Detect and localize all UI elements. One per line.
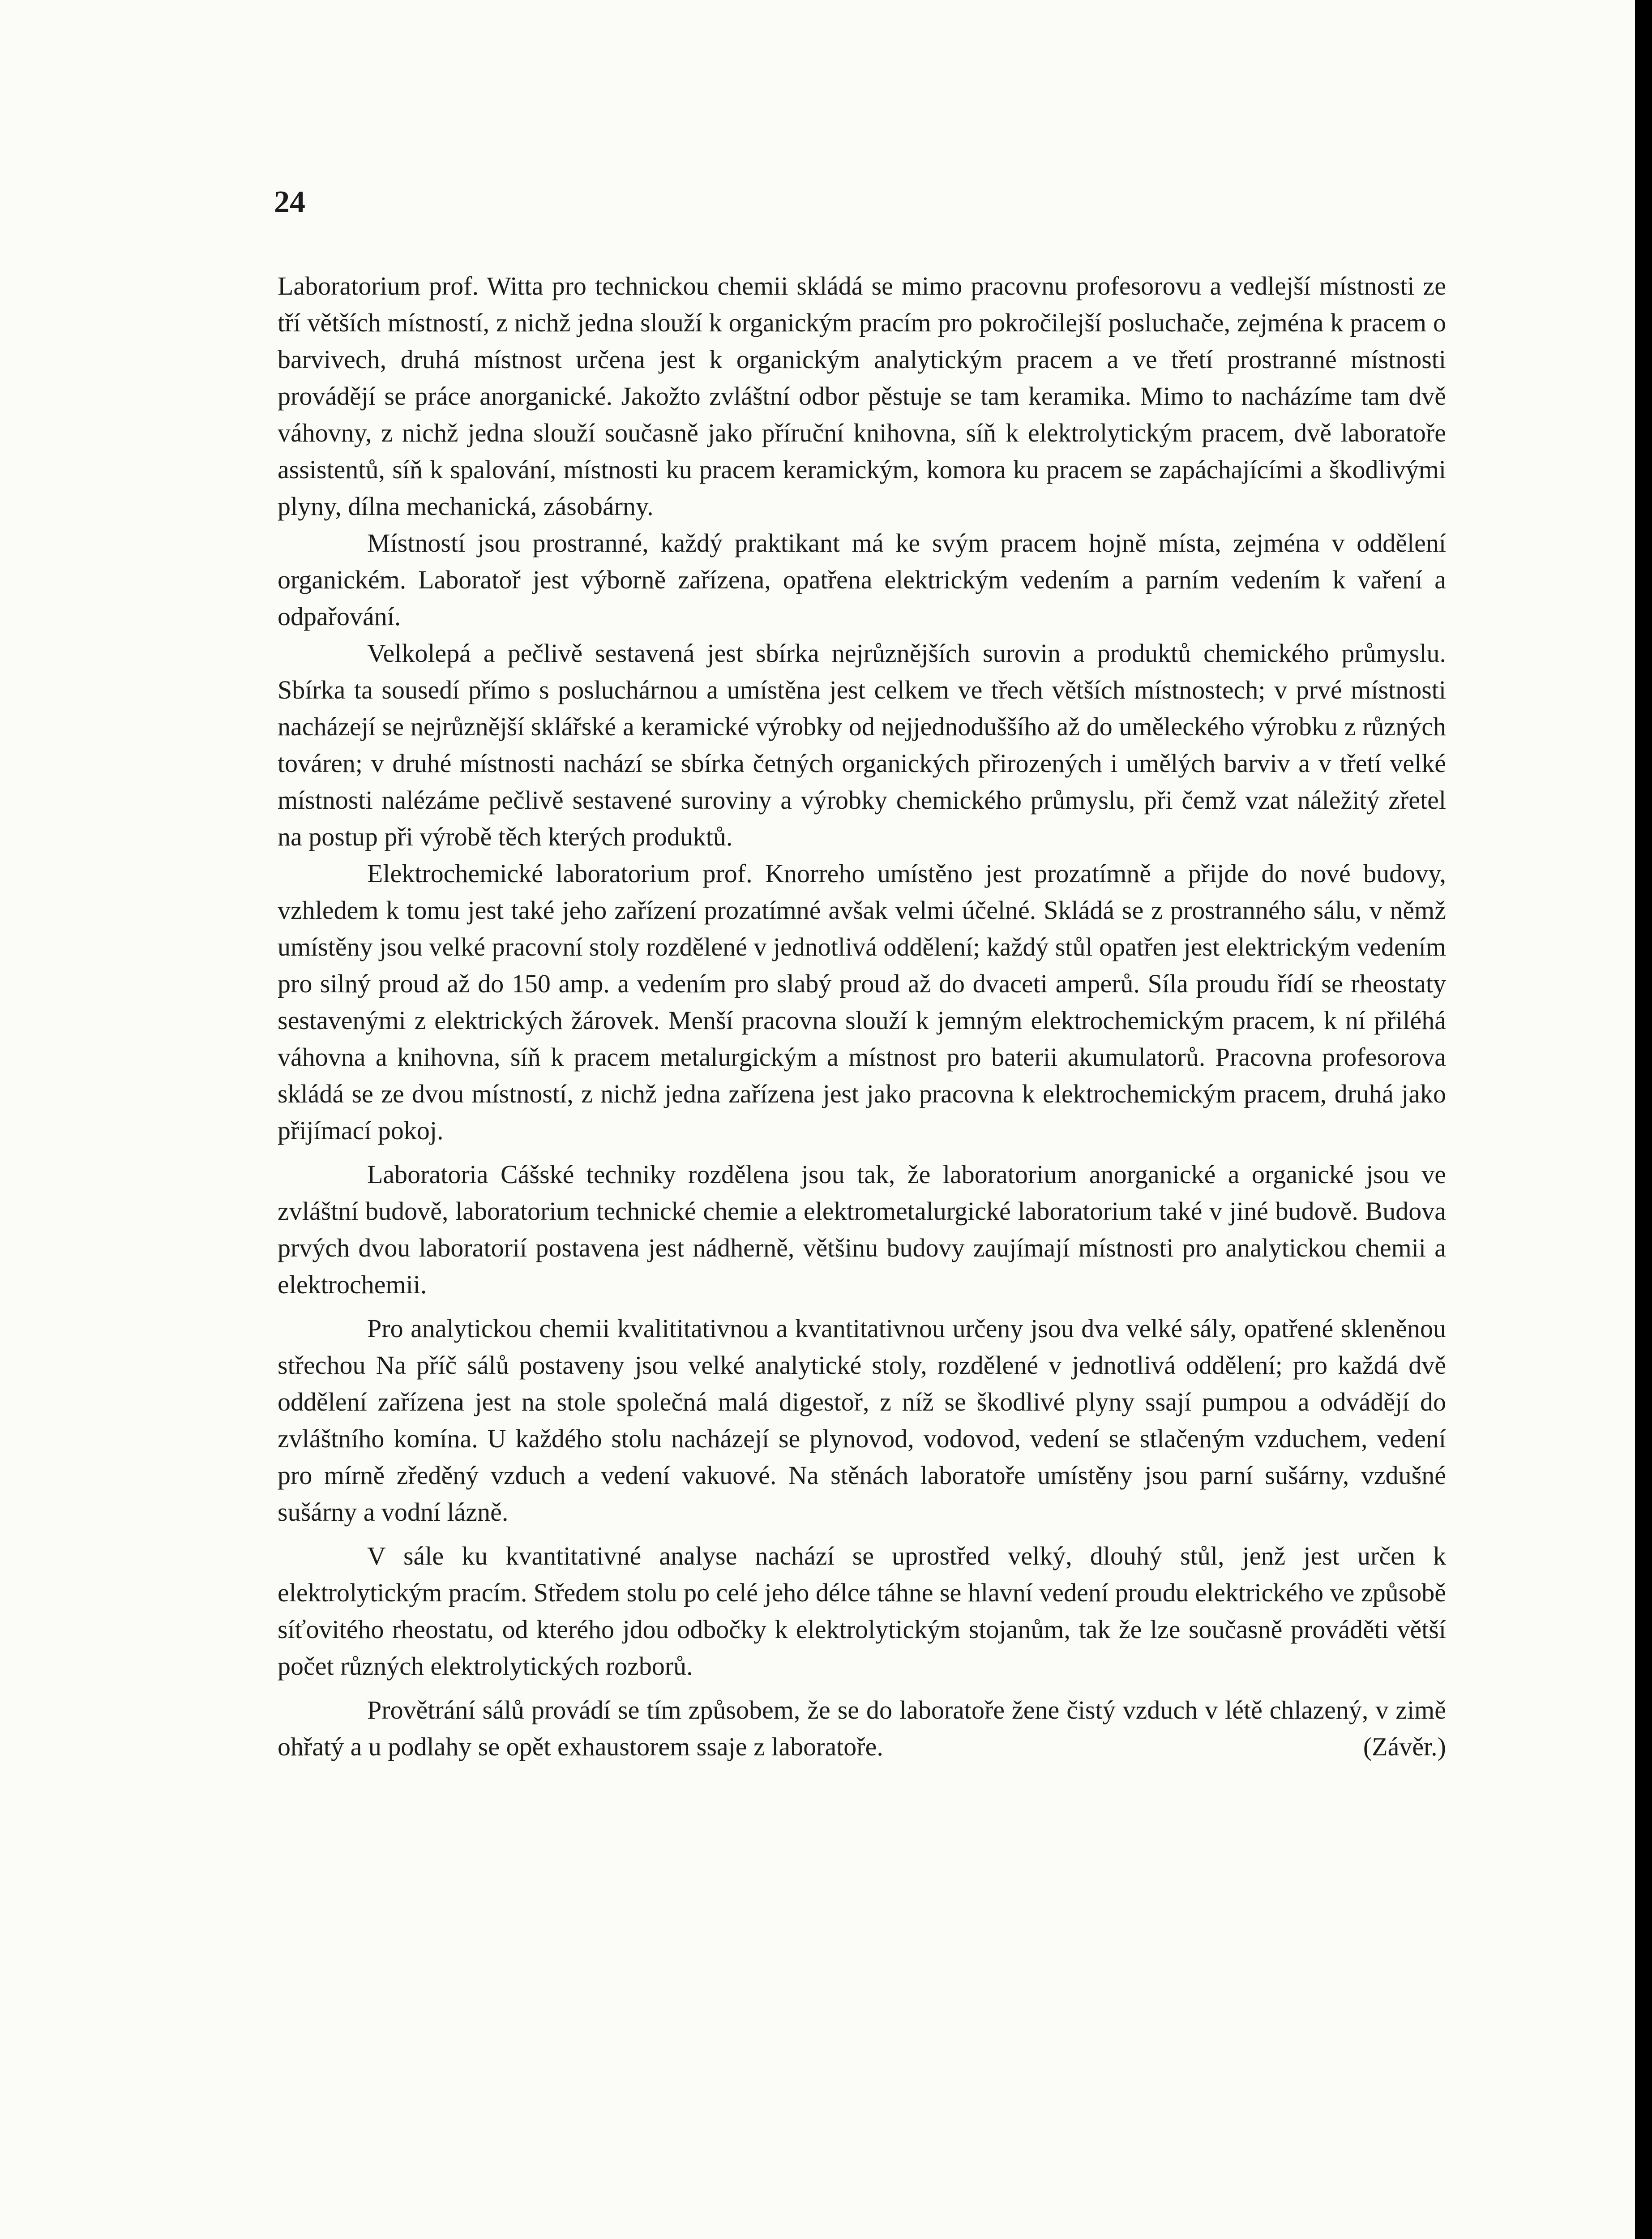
paragraph-quantitative-hall: V sále ku kvantitativné analyse nachází se uprostřed velký, dlouhý stůl, jenž jest určen k elektrolytickým pracím. Středem stolu po celé jeho délce táhne se hlavní vedení proudu elektrického ve způsobě síťovitého rheostatu, od kterého jdou odbočky k elektrolytickým stojanům, tak že lze současně prováděti větší počet různých elektrolytických rozborů. xyxy=(278,1541,1446,1681)
ventilation-text: Provětrání sálů provádí se tím způsobem, že se do laboratoře žene čistý vzduch v létě chlazený, v zimě ohřatý a u podlahy se opět exhaustorem ssaje z laboratoře. xyxy=(278,1695,1446,1761)
paragraph-analytical-halls: Pro analytickou chemii kvalititativnou a kvantitativnou určeny jsou dva velké sály, opatřené skleněnou střechou Na příč sálů postaveny jsou velké analytické stoly, rozdělené v jednotlivá oddělení; pro každá dvě oddělení zařízena jest na stole společná malá digestoř, z níž se škodlivé plyny ssají pumpou a odvádějí do zvláštního komína. U každého stolu nacházejí se plynovod, vodovod, vedení se stlačeným vzduchem, vedení pro mírně zředěný vzduch a vedení vakuové. Na stěnách laboratoře umístěny jsou parní sušárny, vzdušné sušárny a vodní lázně. xyxy=(278,1314,1446,1527)
paragraph-collection: Velkolepá a pečlivě sestavená jest sbírka nejrůznějších surovin a produktů chemického průmyslu. Sbírka ta sousedí přímo s posluchárnou a umístěna jest celkem ve třech větších místnostech; v prvé místnosti nacházejí se nejrůznější sklářské a keramické výrobky od nejjednoduššího až do uměleckého výrobku z různých továren; v druhé místnosti nachází se sbírka četných organických přirozených i umělých barviv a v třetí velké místnosti nalézáme pečlivě sestavené suroviny a výrobky chemického průmyslu, při čemž vzat náležitý zřetel na postup při výrobě těch kterých produktů. xyxy=(278,639,1446,851)
paragraph-ventilation xyxy=(278,1692,1446,1765)
closing-mark: (Závěr.) xyxy=(1363,1732,1446,1761)
page-number: 24 xyxy=(274,185,305,219)
paragraph-witt-laboratory: Laboratorium prof. Witta pro technickou chemii skládá se mimo pracovnu profesorovu a vedlejší místnosti ze tří větších místností, z nichž jedna slouží k organickým pracím pro pokročilejší posluchače, zejména k pracem o barvivech, druhá místnost určena jest k organickým analytickým pracem a ve třetí prostranné místnosti provádějí se práce anorganické. Jakožto zvláštní odbor pěstuje se tam keramika. Mimo to nacházíme tam dvě váhovny, z nichž jedna slouží současně jako příruční knihovna, síň k elektrolytickým pracem, dvě laboratoře assistentů, síň k spalování, místnosti ku pracem keramickým, komora ku pracem se zapáchajícími a škodlivými plyny, dílna mechanická, zásobárny. xyxy=(278,271,1446,521)
article-body xyxy=(278,268,1446,1765)
paragraph-aachen-laboratories: Laboratoria Cášské techniky rozdělena jsou tak, že laboratorium anorganické a organické jsou ve zvláštní budově, laboratorium technické chemie a elektrometalurgické laboratorium také v jiné budově. Budova prvých dvou laboratorií postavena jest nádherně, většinu budovy zaujímají místnosti pro analytickou chemii a elektrochemii. xyxy=(278,1160,1446,1299)
paragraph-electrochemical-laboratory: Elektrochemické laboratorium prof. Knorreho umístěno jest prozatímně a přijde do nové budovy, vzhledem k tomu jest také jeho zařízení prozatímné avšak velmi účelné. Skládá se z prostranného sálu, v němž umístěny jsou velké pracovní stoly rozdělené v jednotlivá oddělení; každý stůl opatřen jest elektrickým vedením pro silný proud až do 150 amp. a vedením pro slabý proud až do dvaceti amperů. Síla proudu řídí se rheostaty sestavenými z elektrických žárovek. Menší pracovna slouží k jemným elektrochemickým pracem, k ní přiléhá váhovna a knihovna, síň k pracem metalurgickým a místnost pro baterii akumulatorů. Pracovna profesorova skládá se ze dvou místností, z nichž jedna zařízena jest jako pracovna k elektrochemickým pracem, druhá jako přijímací pokoj. xyxy=(278,859,1446,1145)
paragraph-rooms: Místností jsou prostranné, každý praktikant má ke svým pracem hojně místa, zejména v oddělení organickém. Laboratoř jest výborně zařízena, opatřena elektrickým vedením a parním vedením k vaření a odpařování. xyxy=(278,528,1446,631)
